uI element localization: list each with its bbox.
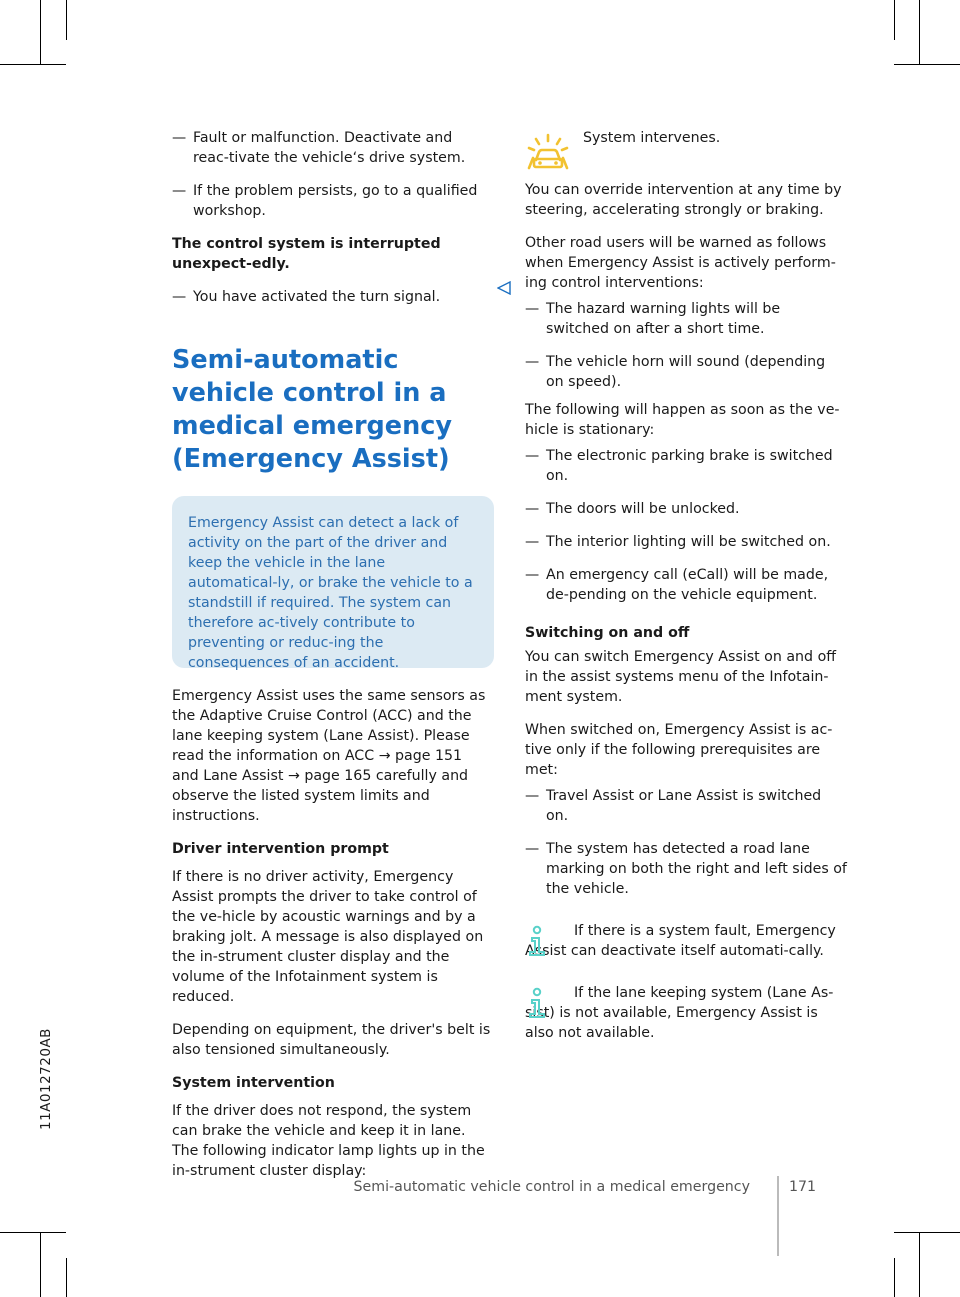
dash: — [525, 534, 540, 550]
list-item: — Fault or malfunction. Deactivate and reac-tivate the vehicle‘s drive system. [172, 130, 466, 166]
right-column [525, 180, 847, 1065]
paragraph: Emergency Assist uses the same sensors as the Adaptive Cruise Control (ACC) and the lane keeping system (Lane Assist). Please read the information on ACC → page 151 and Lane Assist → page 165 carefully and observe the listed system limits and instructions. [172, 688, 486, 824]
list-item: — The doors will be unlocked. [525, 501, 740, 517]
subheading: Switching on and off [525, 625, 690, 641]
dash: — [525, 501, 540, 517]
crop-mark [894, 1232, 960, 1233]
dash: — [525, 841, 540, 857]
paragraph: You can switch Emergency Assist on and off in the assist systems menu of the Infotain-ment system. [525, 649, 837, 705]
dash: — [172, 183, 187, 199]
paragraph: If the driver does not respond, the system can brake the vehicle and keep it in lane. The following indicator lamp lights up in the in-strument cluster display: [172, 1103, 485, 1179]
crop-mark [894, 1258, 895, 1297]
footer-divider [777, 1176, 779, 1256]
crop-mark [919, 0, 920, 64]
paragraph: Depending on equipment, the driver's belt is also tensioned simultaneously. [172, 1022, 491, 1058]
list-item: — The hazard warning lights will be switched on after a short time. [525, 301, 781, 337]
list-item: — The electronic parking brake is switched on. [525, 448, 833, 484]
bold-paragraph: The control system is interrupted unexpect-edly. [172, 236, 441, 272]
list-item: — An emergency call (eCall) will be made, de-pending on the vehicle equipment. [525, 567, 829, 603]
section-heading: Semi-automatic vehicle control in a medical emergency (Emergency Assist) [172, 345, 452, 474]
dash: — [525, 354, 540, 370]
list-item: — Travel Assist or Lane Assist is switched on. [525, 788, 822, 824]
list-item: — If the problem persists, go to a qualified workshop. [172, 183, 478, 219]
subheading: Driver intervention prompt [172, 841, 389, 857]
dash: — [172, 289, 187, 305]
left-column-bottom [172, 686, 492, 1194]
list-item: — You have activated the turn signal. [172, 289, 441, 305]
paragraph: You can override intervention at any time by steering, accelerating strongly or braking. [525, 182, 842, 218]
section-end-triangle-icon [497, 281, 511, 295]
list-item: — The interior lighting will be switched on. [525, 534, 831, 550]
dash: — [525, 301, 540, 317]
emergency-assist-lamp-icon [525, 132, 571, 172]
subheading: System intervention [172, 1075, 335, 1091]
info-icon [527, 925, 547, 957]
intro-callout: Emergency Assist can detect a lack of activity on the part of the driver and keep the vehicle in the lane automatical-ly, or brake the vehicle to a standstill if required. The system can therefore ac-tively contribute to preventing or reduc-ing the consequences of an accident. [172, 496, 494, 668]
footer-section-title: Semi-automatic vehicle control in a medical emergency [353, 1179, 750, 1195]
dash: — [525, 788, 540, 804]
dash: — [525, 567, 540, 583]
left-column-top [172, 128, 492, 320]
note-text: If there is a system fault, Emergency Assist can deactivate itself automati-cally. [525, 923, 836, 959]
document-code: 11A012720AB [38, 1028, 54, 1130]
paragraph: If there is no driver activity, Emergency Assist prompts the driver to take control of the ve-hicle by acoustic warnings and by a braking jolt. A message is also displayed on the in-strument cluster display and the volume of the Infotainment system is reduced. [172, 869, 484, 1005]
list-item: — The system has detected a road lane marking on both the right and left sides of the vehicle. [525, 841, 847, 897]
crop-mark [919, 1232, 920, 1297]
paragraph: The following will happen as soon as the ve-hicle is stationary: [525, 402, 840, 438]
page-number: 171 [789, 1179, 817, 1195]
dash: — [172, 130, 187, 146]
paragraph: When switched on, Emergency Assist is ac-tive only if the following prerequisites are met: [525, 722, 833, 778]
note-text: If the lane keeping system (Lane As-sist) is not available, Emergency Assist is also not available. [525, 985, 834, 1041]
crop-mark [0, 1232, 66, 1233]
crop-mark [66, 1258, 67, 1297]
crop-mark [894, 64, 960, 65]
crop-mark [40, 1232, 41, 1297]
crop-mark [894, 0, 895, 40]
crop-mark [40, 0, 41, 64]
crop-mark [66, 0, 67, 40]
info-note [525, 921, 847, 961]
list-item: — The vehicle horn will sound (depending on speed). [525, 354, 826, 390]
lamp-description: System intervenes. [583, 130, 721, 146]
crop-mark [0, 64, 66, 65]
info-icon [527, 987, 547, 1019]
dash: — [525, 448, 540, 464]
info-note [525, 983, 847, 1043]
paragraph: Other road users will be warned as follows when Emergency Assist is actively perform-ing control interventions: [525, 235, 836, 291]
